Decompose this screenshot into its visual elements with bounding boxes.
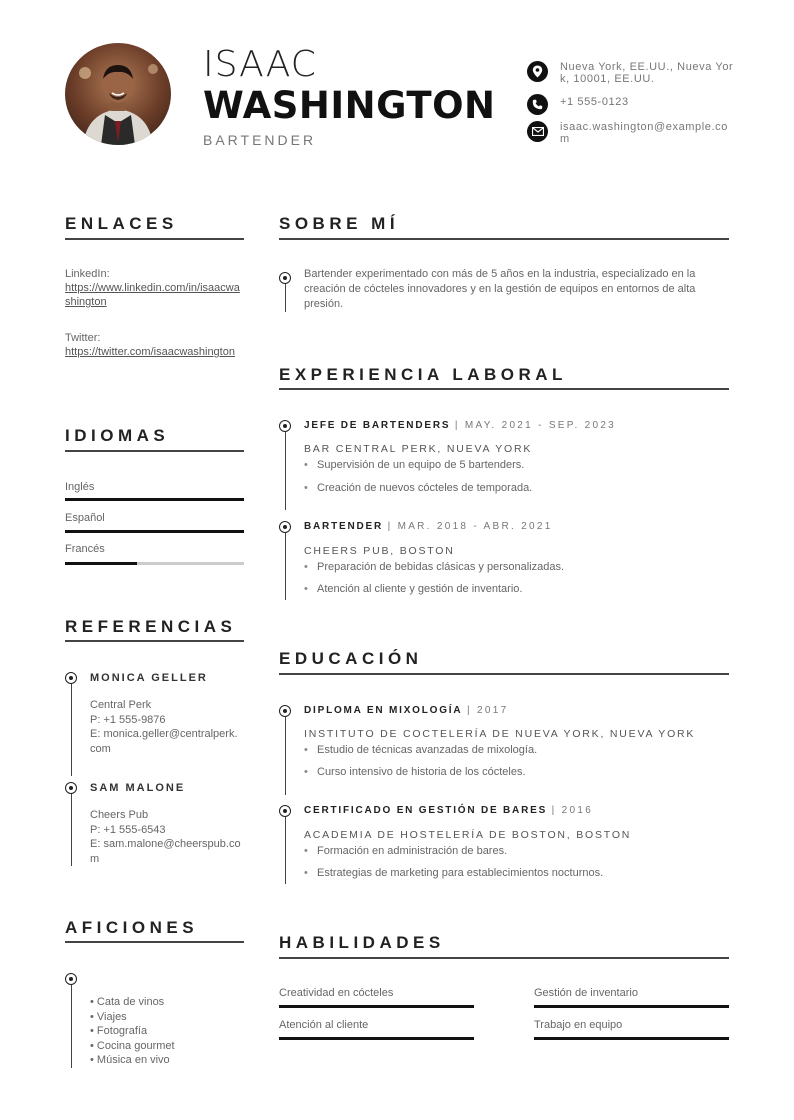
skill-level-bar (279, 1005, 474, 1008)
languages-divider (65, 450, 244, 452)
job-bullet: • Supervisión de un equipo de 5 bartenders. (304, 459, 525, 471)
references-divider (65, 640, 244, 642)
job-header: JEFE DE BARTENDERS | MAY. 2021 - SEP. 2023 (304, 420, 617, 431)
mail-icon (527, 121, 548, 142)
timeline-marker (279, 521, 291, 533)
job-bullet: • Atención al cliente y gestión de inventario. (304, 583, 523, 595)
job-bullet: • Preparación de bebidas clásicas y personalizadas. (304, 561, 565, 573)
reference-phone: P: +1 555-6543 (90, 823, 166, 836)
timeline-line (285, 713, 286, 795)
profile-photo (65, 43, 171, 145)
reference-phone: P: +1 555-9876 (90, 713, 166, 726)
contact-email (527, 121, 737, 145)
skill-level-bar (534, 1037, 729, 1040)
skill-name: Creatividad en cócteles (279, 987, 394, 999)
linkedin-link[interactable]: https://www.linkedin.com/in/isaacwashington (65, 282, 240, 308)
education-bullet: • Curso intensivo de historia de los cócteles. (304, 766, 526, 778)
about-heading: SOBRE MÍ (279, 214, 400, 233)
education-divider (279, 673, 729, 675)
skill-name: Gestión de inventario (534, 987, 638, 999)
last-name: WASHINGTON (203, 84, 496, 127)
skills-divider (279, 957, 729, 959)
job-bullet: • Creación de nuevos cócteles de temporada. (304, 482, 533, 494)
reference-name: SAM MALONE (90, 782, 186, 794)
references-heading: REFERENCIAS (65, 617, 237, 636)
timeline-line (285, 280, 286, 312)
hobbies-divider (65, 941, 244, 943)
hobbies-heading: AFICIONES (65, 918, 199, 937)
timeline-line (285, 814, 286, 884)
education-institution: ACADEMIA DE HOSTELERÍA DE BOSTON, BOSTON (304, 829, 632, 841)
reference-company: Cheers Pub (90, 809, 149, 821)
about-divider (279, 238, 729, 240)
phone-icon (527, 94, 548, 115)
about-text: Bartender experimentado con más de 5 años en la industria, especializado en la creación de cócteles innovadores y en la gestión de equipos en entornos de alta presión. (304, 268, 696, 310)
job-title: BARTENDER (203, 132, 317, 148)
hobby-item: • Cocina gourmet (90, 1039, 175, 1052)
skill-name: Trabajo en equipo (534, 1019, 623, 1031)
skill-name: Atención al cliente (279, 1019, 369, 1031)
links-divider (65, 238, 244, 240)
job-organization: BAR CENTRAL PERK, NUEVA YORK (304, 443, 533, 455)
language-level-fill (65, 562, 137, 565)
timeline-line (71, 680, 72, 776)
hobbies-list (90, 995, 175, 1068)
job-organization: CHEERS PUB, BOSTON (304, 545, 455, 557)
timeline-marker (279, 805, 291, 817)
phone-text: +1 555-0123 (560, 96, 629, 108)
language-level-fill (65, 498, 244, 501)
timeline-marker (279, 272, 291, 284)
education-header: CERTIFICADO EN GESTIÓN DE BARES | 2016 (304, 805, 594, 816)
links-heading: ENLACES (65, 214, 178, 233)
timeline-line (71, 790, 72, 866)
contact-phone (527, 94, 737, 115)
hobby-item: • Viajes (90, 1010, 127, 1023)
skill-level-bar (279, 1037, 474, 1040)
reference-details (90, 698, 242, 756)
link-label: Twitter: (65, 332, 101, 344)
skill-level-bar (534, 1005, 729, 1008)
education-bullet: • Formación en administración de bares. (304, 845, 508, 857)
timeline-marker (279, 705, 291, 717)
experience-divider (279, 388, 729, 390)
timeline-marker (279, 420, 291, 432)
timeline-marker (65, 672, 77, 684)
link-linkedin (65, 267, 245, 309)
reference-email: E: sam.malone@cheerspub.com (90, 838, 241, 865)
timeline-line (285, 530, 286, 600)
hobby-item: • Cata de vinos (90, 996, 165, 1008)
timeline-marker (65, 973, 77, 985)
reference-details (90, 808, 242, 866)
hobby-item: • Fotografía (90, 1025, 148, 1037)
education-bullet: • Estrategias de marketing para establecimientos nocturnos. (304, 867, 604, 879)
education-heading: EDUCACIÓN (279, 649, 423, 668)
twitter-link[interactable]: https://twitter.com/isaacwashington (65, 346, 235, 358)
timeline-line (285, 428, 286, 510)
skills-heading: HABILIDADES (279, 933, 445, 952)
link-twitter (65, 331, 245, 359)
reference-name: MONICA GELLER (90, 672, 208, 684)
contact-address (527, 61, 737, 85)
language-level-fill (65, 530, 244, 533)
first-name: ISAAC (203, 44, 317, 85)
language-level-bar (65, 498, 244, 501)
language-level-bar (65, 530, 244, 533)
language-name: Español (65, 512, 105, 524)
language-level-bar (65, 562, 244, 565)
language-name: Inglés (65, 481, 95, 493)
reference-email: E: monica.geller@centralperk.com (90, 728, 238, 755)
email-text: isaac.washington@example.com (560, 121, 729, 145)
education-institution: INSTITUTO DE COCTELERÍA DE NUEVA YORK, NUEVA YORK (304, 728, 696, 740)
timeline-marker (65, 782, 77, 794)
location-pin-icon (527, 61, 548, 82)
job-header: BARTENDER | MAR. 2018 - ABR. 2021 (304, 521, 553, 532)
language-name: Francés (65, 543, 105, 555)
link-label: LinkedIn: (65, 268, 110, 280)
address-text: Nueva York, EE.UU., Nueva York, 10001, EE.UU. (560, 61, 734, 85)
reference-company: Central Perk (90, 699, 152, 711)
education-bullet: • Estudio de técnicas avanzadas de mixología. (304, 744, 538, 756)
hobby-item: • Música en vivo (90, 1054, 170, 1066)
experience-heading: EXPERIENCIA LABORAL (279, 365, 567, 384)
timeline-line (71, 982, 72, 1068)
languages-heading: IDIOMAS (65, 426, 170, 445)
education-header: DIPLOMA EN MIXOLOGÍA | 2017 (304, 705, 509, 716)
